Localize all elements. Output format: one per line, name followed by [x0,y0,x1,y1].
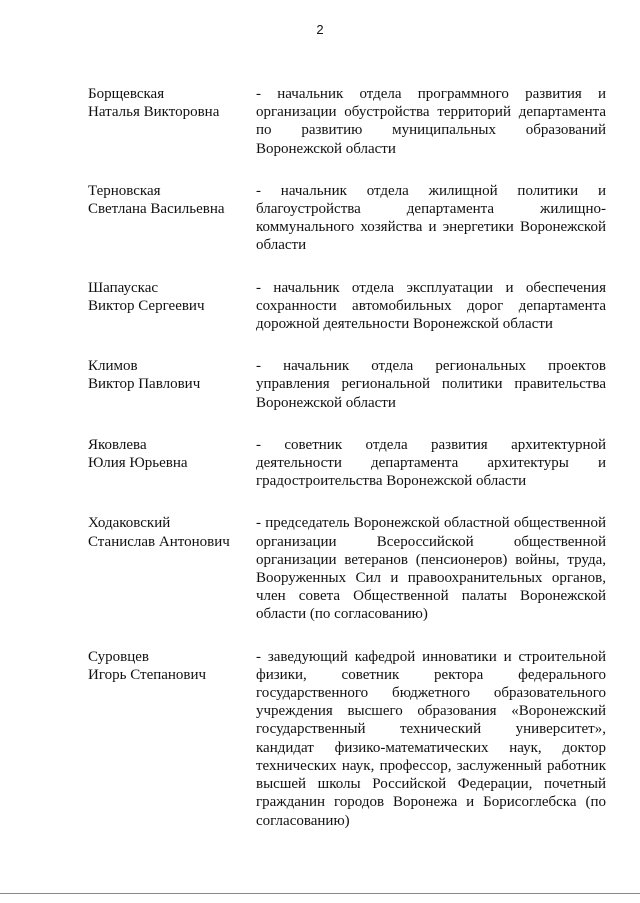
member-entry [88,514,608,623]
member-given-name: Игорь Степанович [88,666,207,683]
member-list [88,85,608,854]
member-surname: Борщевская [88,86,165,102]
member-role: - заведующий кафедрой инноватики и строительной физики, советник ректора федерального государственного бюджетного образовательного учреждения высшего образования «Воронежский государственный технический университет», кандидат физико-математических наук, доктор технических наук, профессор, заслуженный работник высшей школы Российской Федерации, почетный гражданин городов Воронежа и Борисоглебска (по согласованию) [256,648,606,829]
member-surname: Суровцев [88,648,149,665]
member-role: - начальник отдела жилищной политики и благоустройства департамента жилищно-коммунального хозяйства и энергетики Воронежской области [256,182,606,254]
member-surname: Ходаковский [88,515,171,532]
member-role: - начальник отдела региональных проектов управления региональной политики правительства Воронежской области [256,358,606,411]
member-name [88,514,256,623]
member-given-name: Светлана Васильевна [88,201,225,218]
member-name [88,648,256,830]
member-name [88,85,256,158]
member-name [88,357,256,412]
member-entry [88,357,608,412]
member-given-name: Виктор Павлович [88,376,201,393]
page-number: 2 [316,22,324,37]
member-entry [88,85,608,158]
member-role: - советник отдела развития архитектурной деятельности департамента архитектуры и градостроительства Воронежской области [256,436,606,490]
member-entry [88,279,608,334]
member-given-name: Наталья Викторовна [88,104,220,121]
member-name [88,436,256,491]
bottom-edge-line [0,893,640,894]
member-surname: Шапаускас [88,279,159,296]
member-surname: Климов [88,358,138,375]
member-role: - председатель Воронежской областной общественной организации Всероссийской общественной организации ветеранов (пенсионеров) войны, труда, Вооруженных Сил и правоохранительных органов, член совета Общественной палаты Воронежской области (по согласованию) [256,515,606,623]
member-role: - начальник отдела программного развития и организации обустройства территорий департамента по развитию муниципальных образований Воронежской области [256,86,606,157]
member-role: - начальник отдела эксплуатации и обеспечения сохранности автомобильных дорог департамента дорожной деятельности Воронежской области [256,279,606,333]
member-given-name: Виктор Сергеевич [88,297,205,314]
member-entry [88,436,608,491]
member-name [88,182,256,255]
member-name [88,279,256,334]
member-given-name: Юлия Юрьевна [88,455,188,472]
member-given-name: Станислав Антонович [88,533,230,550]
member-entry [88,648,608,830]
member-surname: Яковлева [88,436,147,453]
member-entry [88,182,608,255]
member-surname: Терновская [88,182,161,199]
